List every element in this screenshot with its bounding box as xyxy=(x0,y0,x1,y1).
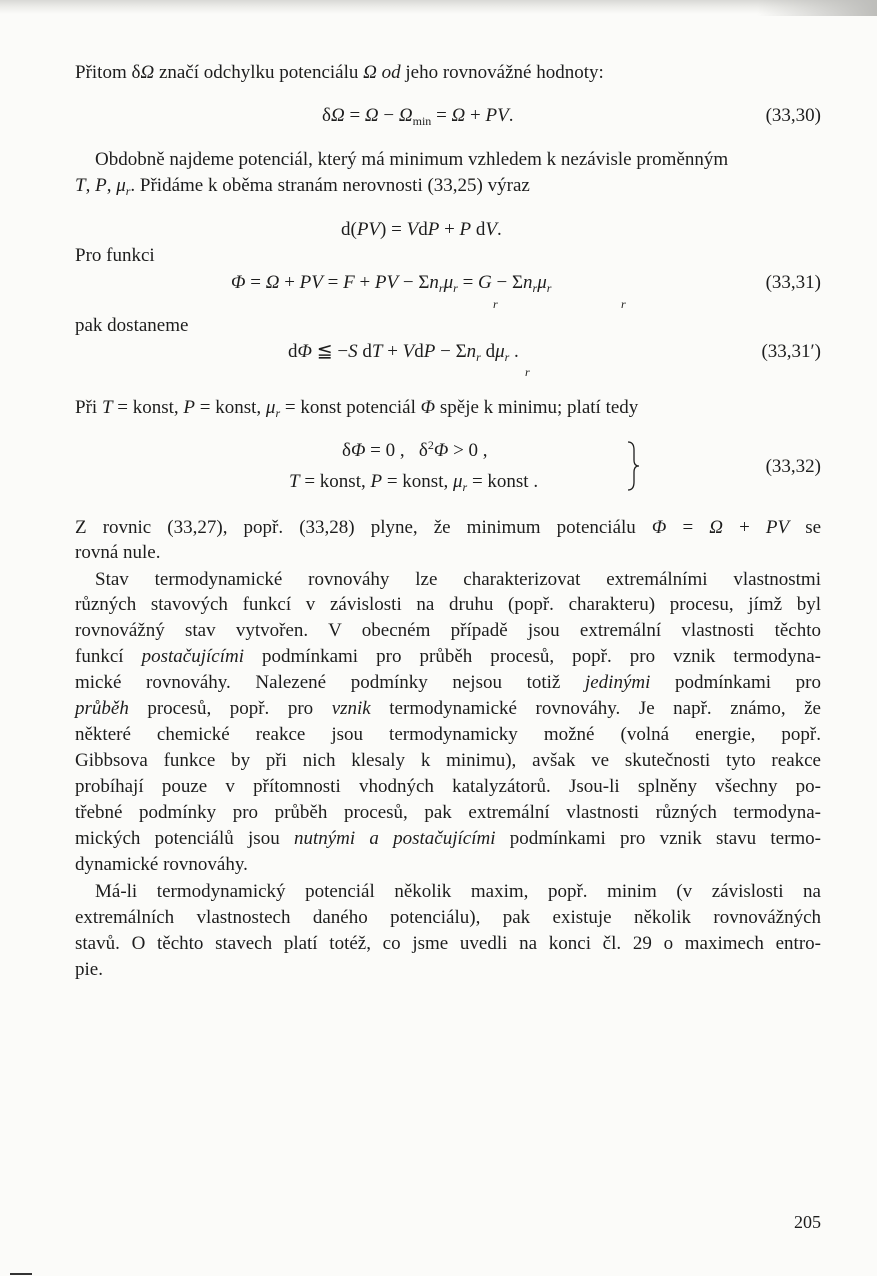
sum-index: r xyxy=(525,365,530,379)
text-line: průběh procesů, popř. pro vznik termodynamické rovnováhy. Je např. známo, že xyxy=(75,698,821,719)
right-brace xyxy=(626,440,640,492)
text-line: Pro funkci xyxy=(75,245,155,266)
text-line: pie. xyxy=(75,959,103,980)
text-line: různých stavových funkcí v závislosti na druhu (popř. charakteru) procesu, jímž byl xyxy=(75,594,821,615)
scan-corner xyxy=(757,0,877,16)
text-line: stavů. O těchto stavech platí totéž, co jsme uvedli na konci čl. 29 o maximech entro- xyxy=(75,933,821,954)
equation-33-30: $\delta\Omega = \Omega - \Omega_{min} = \Omega$ + PV. xyxy=(322,105,514,128)
equation-number: (33,31′) xyxy=(761,341,821,362)
equation-33-31-prime: dΦ ≦ −S dT + VdP − $\Sigma n_r$ $d\mu_r$ . xyxy=(288,341,519,364)
text-line: pak dostaneme xyxy=(75,315,189,336)
sum-index: r xyxy=(621,297,626,311)
page-number: 205 xyxy=(794,1212,821,1232)
text-line: Stav termodynamické rovnováhy lze charakterizovat extremálními vlastnostmi xyxy=(95,569,821,590)
equation-number: (33,31) xyxy=(765,272,821,293)
text-line: rovnovážný stav vytvořen. V obecném případě jsou extremální vlastnosti těchto xyxy=(75,620,821,641)
equation-number: (33,32) xyxy=(765,456,821,477)
text-line: rovná nule. xyxy=(75,542,161,563)
text-line: některé chemické reakce jsou termodynamicky možné (volná energie, popř. xyxy=(75,724,821,745)
margin-mark xyxy=(10,1273,32,1275)
text-line: extremálních vlastnostech daného potenciálu), pak existuje několik rovnovážných xyxy=(75,907,821,928)
text-line: Z rovnic (33,27), popř. (33,28) plyne, že minimum potenciálu Φ = Ω + PV se xyxy=(75,517,822,538)
text-line: T, P, $\mu_r$. Přidáme k oběma stranám nerovnosti (33,25) výraz xyxy=(75,175,530,198)
text-line: Gibbsova funkce by při nich klesaly k minimu), avšak ve skutečnosti tyto reakce xyxy=(75,750,821,771)
text-line: mické rovnováhy. Nalezené podmínky nejsou totiž jedinými podmínkami pro xyxy=(75,672,821,693)
text-line: mických potenciálů jsou nutnými a postačujícími podmínkami pro vznik stavu termo- xyxy=(75,828,822,849)
text-line: funkcí postačujícími podmínkami pro průběh procesů, popř. pro vznik termodyna- xyxy=(75,646,821,667)
equation-33-31: Φ = Ω + PV = F + PV − $\Sigma n_r\mu_r = G - \Sigma n_r\mu_r$ xyxy=(231,272,552,295)
text-line: Přitom δΩ značí odchylku potenciálu Ω od jeho rovnovážné hodnoty: xyxy=(75,62,604,83)
text-line: Má-li termodynamický potenciál několik maxim, popř. minim (v závislosti na xyxy=(95,881,821,902)
text-line: probíhají pouze v přítomnosti vhodných katalyzátorů. Jsou-li splněny všechny po- xyxy=(75,776,821,797)
equation-dpv: d(PV) = VdP + P dV. xyxy=(341,219,502,240)
equation-33-32-line1: δΦ = 0 , $\delta^2\Phi > 0$ , xyxy=(342,438,488,461)
scan-edge xyxy=(0,0,877,14)
text-line: Obdobně najdeme potenciál, který má minimum vzhledem k nezávisle proměnným xyxy=(95,149,729,170)
text-line: Při T = konst, P = konst, $\mu_r$ = konst potenciál Φ spěje k minimu; platí tedy xyxy=(75,397,639,420)
equation-number: (33,30) xyxy=(765,105,821,126)
text-line: třebné podmínky pro průběh procesů, pak extremální vlastnosti různých termodyna- xyxy=(75,802,821,823)
equation-33-32-line2: T = konst, P = konst, $\mu_r$ = konst . xyxy=(289,471,539,494)
sum-index: r xyxy=(493,297,498,311)
text-line: dynamické rovnováhy. xyxy=(75,854,248,875)
